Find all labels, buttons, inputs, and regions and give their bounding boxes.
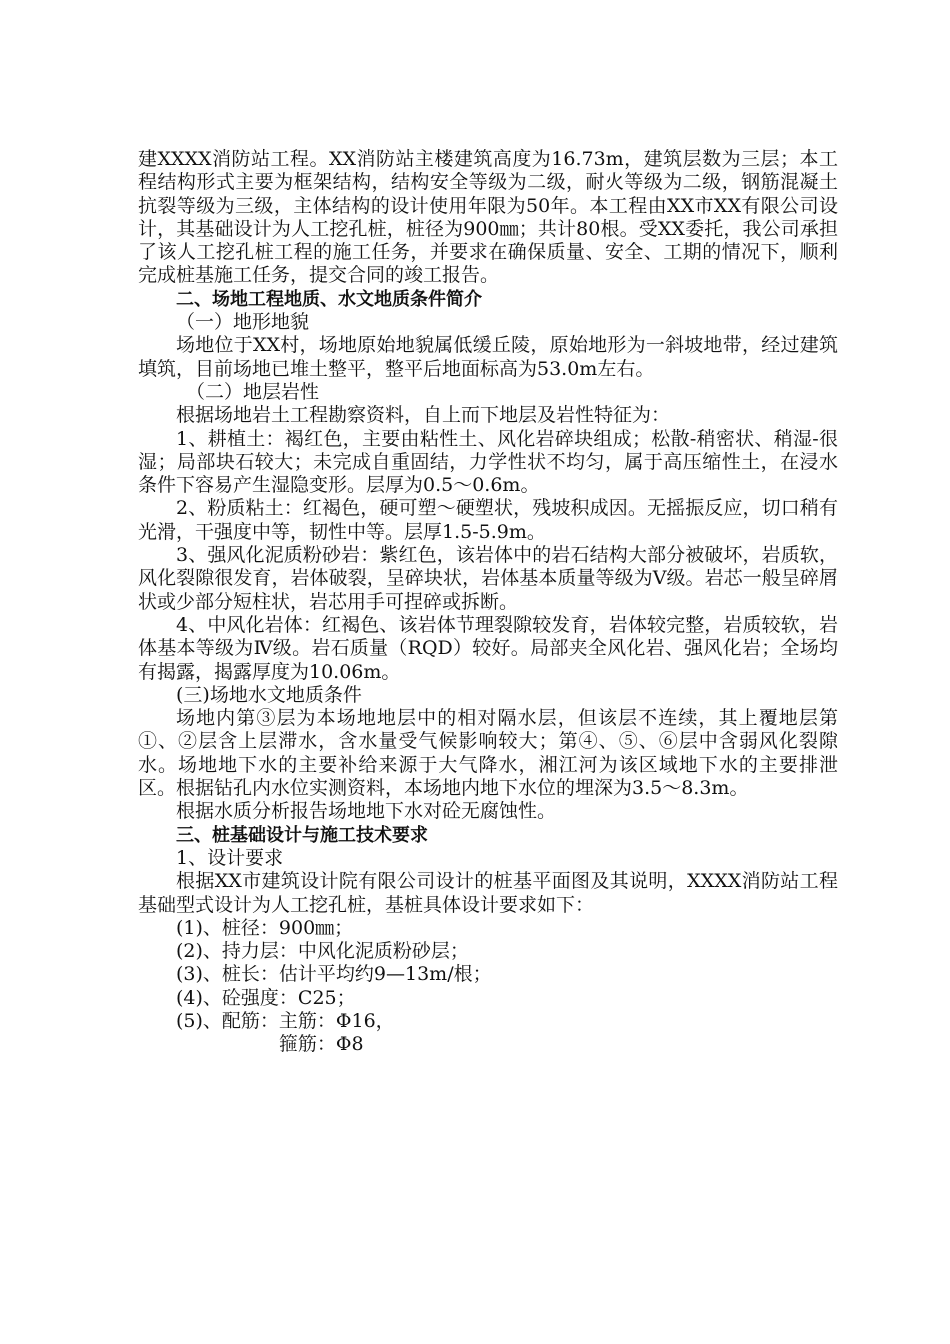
- design-item-concrete: (4)、砼强度：C25；: [176, 986, 356, 1009]
- intro-paragraph: 建XXXX消防站工程。XX消防站主楼建筑高度为16.73m，建筑层数为三层；本工程结构形式主要为框架结构，结构安全等级为二级，耐火等级为二级，钢筋混凝土抗裂等级为三级，主体结构的设计使用年限为50年。本工程由XX市XX有限公司设计，其基础设计为人工挖孔桩，桩径为900㎜；共计80根。受XX委托，我公司承担了该人工挖孔桩工程的施工任务，并要求在确保质量、安全、工期的情况下，顺利完成桩基施工任务，提交合同的竣工报告。: [138, 148, 838, 287]
- rebar-stirrup: 箍筋：Φ8: [278, 1033, 364, 1056]
- strata-lead: 根据场地岩土工程勘察资料，自上而下地层及岩性特征为：: [176, 404, 671, 427]
- hydro-paragraph: 场地内第③层为本场地地层中的相对隔水层，但该层不连续，其上覆地层第①、②层含上层滞水，含水量受气候影响较大；第④、⑤、⑥层中含弱风化裂隙水。场地地下水的主要补给来源于大气降水，湘江河为该区域地下水的主要排泄区。根据钻孔内水位实测资料，本场地内地下水位的埋深为3.5～8.3m。: [138, 707, 838, 800]
- design-item-length: (3)、桩长：估计平均约9—13m/根；: [176, 963, 492, 986]
- section-2-heading: 二、场地工程地质、水文地质条件简介: [176, 288, 482, 310]
- document-page: [138, 148, 838, 1057]
- design-item-diameter: (1)、桩径：900㎜；: [176, 916, 354, 939]
- design-item-bearing-layer: (2)、持力层：中风化泥质粉砂层；: [176, 940, 469, 963]
- design-item-rebar: [138, 1010, 838, 1057]
- design-subheading: 1、设计要求: [176, 846, 284, 869]
- strata-subheading: （二）地层岩性: [186, 380, 320, 403]
- strata-item-1: 1、耕植土：褐红色，主要由粘性土、风化岩碎块组成；松散-稍密状、稍湿-很湿；局部块石较大；未完成自重固结，力学性状不均匀，属于高压缩性土，在浸水条件下容易产生湿隐变形。层厚为0.5～0.6m。: [138, 427, 838, 497]
- strata-item-2: 2、粉质粘土：红褐色，硬可塑～硬塑状，残坡积成因。无摇振反应，切口稍有光滑，干强度中等，韧性中等。层厚1.5-5.9m。: [138, 497, 838, 543]
- terrain-paragraph: 场地位于XX村，场地原始地貌属低缓丘陵，原始地形为一斜坡地带，经过建筑填筑，目前场地已堆土整平，整平后地面标高为53.0m左右。: [138, 334, 838, 380]
- strata-item-4: 4、中风化岩体：红褐色、该岩体节理裂隙较发育，岩体较完整，岩质较软，岩体基本等级为Ⅳ级。岩石质量（RQD）较好。局部夹全风化岩、强风化岩；全场均有揭露，揭露厚度为10.06m。: [138, 613, 838, 683]
- strata-item-3: 3、强风化泥质粉砂岩：紫红色，该岩体中的岩石结构大部分被破坏，岩质软，风化裂隙很发育，岩体破裂，呈碎块状，岩体基本质量等级为Ⅴ级。岩芯一般呈碎屑状或少部分短柱状，岩芯用手可捏碎或拆断。: [138, 544, 838, 613]
- rebar-label: (5)、配筋：: [176, 1009, 279, 1032]
- hydro-note: 根据水质分析报告场地地下水对砼无腐蚀性。: [176, 800, 557, 823]
- section-3-heading: 三、桩基础设计与施工技术要求: [176, 824, 428, 846]
- terrain-subheading: （一）地形地貌: [176, 311, 310, 334]
- design-lead: 根据XX市建筑设计院有限公司设计的桩基平面图及其说明，XXXX消防站工程基础型式设计为人工挖孔桩，基桩具体设计要求如下：: [138, 870, 838, 916]
- rebar-values: [279, 1010, 395, 1057]
- hydro-subheading: (三)场地水文地质条件: [176, 683, 362, 706]
- rebar-main: 主筋：Φ16，: [278, 1009, 395, 1032]
